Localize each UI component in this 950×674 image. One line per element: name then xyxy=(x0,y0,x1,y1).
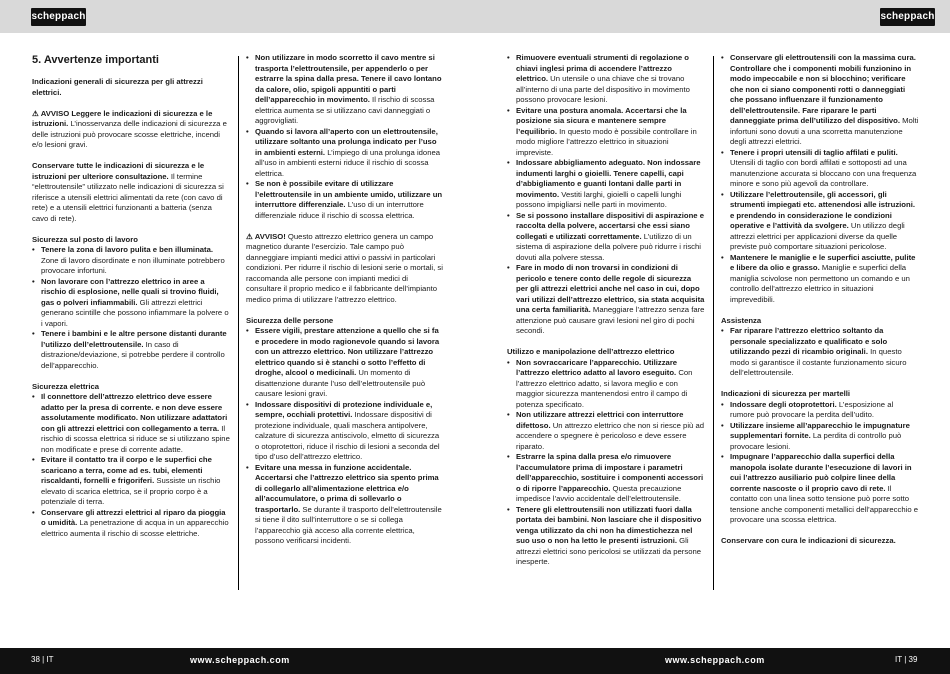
list-personal-safety-continued xyxy=(507,53,705,337)
list-tool-use-continued xyxy=(721,53,919,305)
subheading-service: Assistenza xyxy=(721,315,762,325)
warning-body: L’inosservanza delle indicazioni di sicurezza e delle istruzioni può provocare scosse elettriche, incendi e/o lesioni gravi. xyxy=(32,119,227,149)
subheading-tool-use: Utilizzo e manipolazione dell’attrezzo elettrico xyxy=(507,347,675,356)
list-item: • Se si possono installare dispositivi di aspirazione e raccolta della polvere, accertarsi che essi siano collegati e utilizzati correttamente. L’utilizzo di un sistema di aspirazione della polvere può ridurre i rischi dovuti alla polvere stessa. xyxy=(507,211,705,264)
list-item: • Indossare degli otoprotettori. L’esposizione al rumore può provocare la perdita dell’udito. xyxy=(721,400,919,421)
list-electrical-safety-continued xyxy=(246,53,444,221)
list-item: • Utilizzare l’elettroutensile, gli accessori, gli strumenti impiegati etc. attenendosi alle istruzioni. e prendendo in considerazione le condizioni operative e l’attività da svolgere. Un utilizzo degli attrezzi elettrici per applicazioni diverse da quelle previste può comportare situazioni pericolose. xyxy=(721,190,919,253)
column-3 xyxy=(507,53,705,578)
list-service xyxy=(721,326,919,379)
list-item: • Quando si lavora all’aperto con un elettroutensile, utilizzare soltanto una prolunga indicato per l’uso in ambienti esterni. L’impiego di una prolunga idonea all’uso in ambienti esterni riduce il rischio di scossa elettrica. xyxy=(246,127,444,180)
list-hammer-safety xyxy=(721,400,919,526)
list-item: • Impugnare l’apparecchio dalla superfici della manopola isolate durante l’esecuzione di lavori in cui l’attrezzo ausiliario può colpire linee della corrente nascoste o il proprio cavo di rete. Il contatto con una linea sotto tensione può porre sotto tensione anche componenti metallici dell’apparecchio e provocare una scossa elettrica. xyxy=(721,452,919,526)
list-item: • Conservare gli attrezzi elettrici al riparo da pioggia o umidità. La penetrazione di acqua in un apparecchio elettrico aumenta il rischio di scosse elettriche. xyxy=(32,508,230,540)
list-item: • Non utilizzare in modo scorretto il cavo mentre si trasporta l’elettroutensile, per appenderlo o per estrarre la spina dalla presa. Tenere il cavo lontano da calore, olio, spigoli appuntiti o parti dell’apparecchio in movimento. Il rischio di scossa elettrica aumenta se si utilizzano cavi danneggiati o aggrovigliati. xyxy=(246,53,444,127)
column-divider-right-page xyxy=(713,56,714,590)
website-right: www.scheppach.com xyxy=(665,655,765,665)
subheading-personal-safety: Sicurezza delle persone xyxy=(246,315,334,325)
list-personal-safety xyxy=(246,326,444,547)
header-bar xyxy=(0,0,950,33)
list-item: • Essere vigili, prestare attenzione a quello che si fa e procedere in modo ragionevole quando si lavora con un attrezzo elettrico. Non utilizzare l’attrezzo elettrico quando si è stanchi o sotto l’effetto di droghe, alcool o medicinali. Un momento di disattenzione durante l’uso dell’elettroutensile può causare lesioni gravi. xyxy=(246,326,444,400)
warning-body: Questo attrezzo elettrico genera un campo magnetico durante l’esercizio. Tale campo può danneggiare impianti medici attivi o passivi in particolari condizioni. Per ridurre il rischio di lesioni serie o mortali, si raccomanda alle persone con impianti medici di consultare il proprio medico e il fabbricante dell’impianto medico prima di utilizzare l’attrezzo elettrico. xyxy=(246,231,443,304)
keep-instructions-paragraph xyxy=(32,161,230,224)
magnetic-field-warning xyxy=(246,232,444,306)
brand-logo-right: scheppach xyxy=(880,8,935,26)
column-1 xyxy=(32,53,230,550)
subheading-hammer-safety: Indicazioni di sicurezza per martelli xyxy=(721,389,851,398)
warning-paragraph xyxy=(32,109,230,151)
list-item: • Far riparare l’attrezzo elettrico soltanto da personale specializzato e qualificato e solo utilizzando pezzi di ricambio originali. In questo modo si garantisce il costante funzionamento sicuro dell’elettroutensile. xyxy=(721,326,919,379)
list-item: • Fare in modo di non trovarsi in condizioni di pericolo e tenere conto delle regole di sicurezza per gli attrezzi elettrici anche nel caso in cui, dopo vari utilizzi dell’attrezzo elettrico, sia stata acquisita una certa familiarità. Maneggiare l’attrezzo senza fare attenzione può causare gravi lesioni nel giro di pochi secondi. xyxy=(507,263,705,337)
list-item: • Indossare abbigliamento adeguato. Non indossare indumenti larghi o gioielli. Tenere capelli, capi d’abbigliamento e guanti lontani dalle parti in movimento. Vestiti larghi, gioielli o capelli lunghi possono impigliarsi nelle parti in movimento. xyxy=(507,158,705,211)
list-item: • Non lavorare con l’attrezzo elettrico in aree a rischio di esplosione, nelle quali si trovino fluidi, gas o polveri infiammabili. Gli attrezzi elettrici generano scintille che possono infiammare la polvere o i vapori. xyxy=(32,277,230,330)
list-item: • Tenere i bambini e le altre persone distanti durante l’utilizzo dell’elettroutensile. In caso di distrazione/deviazione, si potrebbe perdere il controllo dell’apparecchio. xyxy=(32,329,230,371)
intro-text: Indicazioni generali di sicurezza per gli attrezzi elettrici. xyxy=(32,77,203,97)
list-item: • Evitare una postura anomala. Accertarsi che la posizione sia sicura e mantenere sempre l’equilibrio. In questo modo è possibile controllare in modo migliore l’attrezzo elettrico in situazioni impreviste. xyxy=(507,106,705,159)
footer-bar xyxy=(0,648,950,674)
column-2 xyxy=(246,53,444,557)
list-item: • Conservare gli elettroutensili con la massima cura. Controllare che i componenti mobili funzionino in modo impeccabile e non si blocchino; verificare che non ci siano componenti rotti o danneggiati che possano influenzare il funzionamento dell’elettroutensile. Fare riparare le parti danneggiate prima dell’utilizzo del dispositivo. Molti infortuni sono dovuti a una scorretta manutenzione degli attrezzi elettrici. xyxy=(721,53,919,148)
list-item: • Tenere gli elettroutensili non utilizzati fuori dalla portata dei bambini. Non lasciare che il dispositivo venga utilizzato da chi non ha dimestichezza nel suo uso o non ha letto le presenti istruzioni. Gli attrezzi elettrici sono pericolosi se utilizzati da persone inesperte. xyxy=(507,505,705,568)
list-item: • Se non è possibile evitare di utilizzare l’elettroutensile in un ambiente umido, utilizzare un interruttore differenziale. L’uso di un interruttore differenziale riduce il rischio di scossa elettrica. xyxy=(246,179,444,221)
list-item: • Mantenere le maniglie e le superfici asciutte, pulite e libere da olio e grasso. Maniglie e superfici della maniglia scivolose non permettono un comando e un controllo dell’attrezzo elettrico in situazioni imprevedibili. xyxy=(721,253,919,306)
list-item: • Rimuovere eventuali strumenti di regolazione o chiavi inglesi prima di accendere l’attrezzo elettrico. Un utensile o una chiave che si trovano all’interno di una parte del dispositivo in movimento possono provocare lesioni. xyxy=(507,53,705,106)
list-item: • Tenere la zona di lavoro pulita e ben illuminata. Zone di lavoro disordinate e non illuminate potrebbero provocare infortuni. xyxy=(32,245,230,277)
column-4 xyxy=(721,53,919,557)
warning-lead: ⚠ AVVISO Leggere le indicazioni di sicurezza e le istruzioni. xyxy=(32,108,213,128)
list-item: • Tenere i propri utensili di taglio affilati e puliti. Utensili di taglio con bordi affilati e sottoposti ad una manutenzione accurata si bloccano con una frequenza minore e sono più agevoli da controllare. xyxy=(721,148,919,190)
list-electrical-safety xyxy=(32,392,230,539)
list-item: • Utilizzare insieme all’apparecchio le impugnature supplementari fornite. La perdita di controllo può provocare lesioni. xyxy=(721,421,919,453)
column-divider-left-page xyxy=(238,56,239,590)
list-item: • Estrarre la spina dalla presa e/o rimuovere l’accumulatore prima di impostare i parametri dell’apparecchio, sostituire i componenti accessori o di riporre l’apparecchio. Questa precauzione impedisce l’avvio accidentale dell’elettroutensile. xyxy=(507,452,705,505)
page-number-left: 38 | IT xyxy=(31,655,54,664)
website-left: www.scheppach.com xyxy=(190,655,290,665)
list-item: • Non sovraccaricare l’apparecchio. Utilizzare l’attrezzo elettrico adatto al lavoro eseguito. Con l’attrezzo elettrico adatto, si lavora meglio e con maggior sicurezza mantenendosi entro il campo di potenza specificato. xyxy=(507,358,705,411)
list-item: • Indossare dispositivi di protezione individuale e, sempre, occhiali protettivi. Indossare dispositivi di protezione individuale, quali maschera antipolvere, calzature di sicurezza antiscivolo, elmetto di sicurezza o otoprotettori, riduce il rischio di lesioni a seconda del tipo d’uso dell’attrezzo elettrico. xyxy=(246,400,444,463)
list-item: • Il connettore dell’attrezzo elettrico deve essere adatto per la presa di corrente. e non deve essere assolutamente modificato. Non utilizzare adattatori con gli attrezzi elettrici con collegamento a terra. Il rischio di scossa elettrica si riduce se si utilizzano spine non modificate e prese di corrente adatte. xyxy=(32,392,230,455)
list-tool-use xyxy=(507,358,705,568)
keep-body: Il termine “elettroutensile” utilizzato nelle indicazioni di sicurezza si riferisce a utensili elettrici alimentati da rete (con cavo di rete) e a utensili elettrici funzionanti a batteria (senza cavo di rete). xyxy=(32,171,224,223)
subheading-workplace-safety: Sicurezza sul posto di lavoro xyxy=(32,234,138,244)
list-item: • Non utilizzare attrezzi elettrici con interruttore difettoso. Un attrezzo elettrico che non si riesce più ad accendere o spegnere è pericoloso e deve essere riparato. xyxy=(507,410,705,452)
closing-note: Conservare con cura le indicazioni di sicurezza. xyxy=(721,536,896,545)
list-item: • Evitare il contatto tra il corpo e le superfici che scaricano a terra, come ad es. tubi, elementi riscaldanti, fornelli e frigoriferi. Sussiste un rischio elevato di scarica elettrica, se il proprio corpo è a potenziale di terra. xyxy=(32,455,230,508)
page-number-right: IT | 39 xyxy=(895,655,918,664)
keep-lead: Conservare tutte le indicazioni di sicurezza e le istruzioni per ulteriore consultazione. xyxy=(32,161,205,181)
section-title: 5. Avvertenze importanti xyxy=(32,54,159,66)
brand-logo-left: scheppach xyxy=(31,8,86,26)
list-item: • Evitare una messa in funzione accidentale. Accertarsi che l’attrezzo elettrico sia spento prima di collegarlo all’alimentazione elettrica e/o all’accumulatore, o prima di sollevarlo o trasportarlo. Se durante il trasporto dell’elettroutensile si tiene il dito sull’interruttore o se si collega l’apparecchio già acceso alla corrente elettrica, possono verificarsi incidenti. xyxy=(246,463,444,547)
subheading-electrical-safety: Sicurezza elettrica xyxy=(32,381,100,391)
list-workplace-safety xyxy=(32,245,230,371)
warning-lead: ⚠ AVVISO! xyxy=(246,231,286,241)
